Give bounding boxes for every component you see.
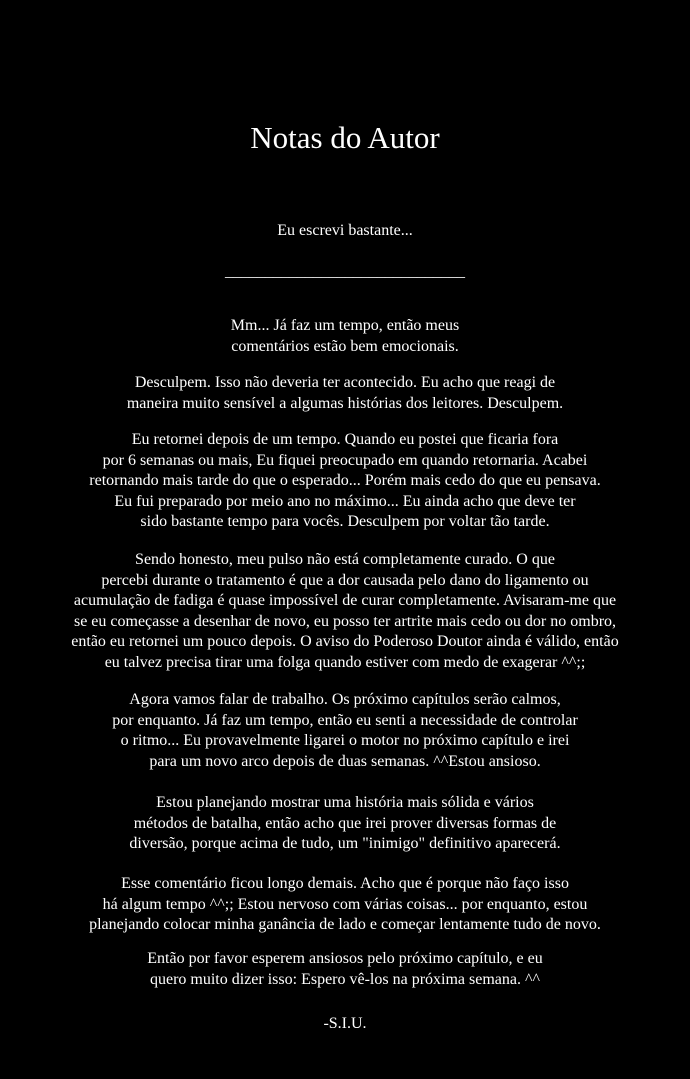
paragraph: Estou planejando mostrar uma história mais sólida e vários métodos de batalha, então acho que irei prover diversas formas de diversão, porque acima de tudo, um "inimigo" definitivo aparecerá. — [129, 794, 561, 852]
page-title: Notas do Autor — [250, 120, 440, 155]
signature: -S.I.U. — [323, 1015, 367, 1032]
paragraph: Agora vamos falar de trabalho. Os próximo capítulos serão calmos, por enquanto. Já faz um tempo, então eu senti a necessidade de controlar o ritmo... Eu provavelmente ligarei o motor no próximo capítulo e irei para um novo arco depois de duas semanas. ^^Estou ansioso. — [112, 691, 578, 770]
subtitle: Eu escrevi bastante... — [277, 222, 413, 239]
paragraph: Desculpem. Isso não deveria ter acontecido. Eu acho que reagi de maneira muito sensível a algumas histórias dos leitores. Desculpem. — [126, 374, 564, 412]
paragraph: Então por favor esperem ansiosos pelo próximo capítulo, e eu quero muito dizer isso: Espero vê-los na próxima semana. ^^ — [147, 950, 543, 988]
paragraph: Sendo honesto, meu pulso não está completamente curado. O que percebi durante o tratamento é que a dor causada pelo dano do ligamento ou acumulação de fadiga é quase impossível de curar completamente. Avisaram-me que se eu começasse a desenhar de novo, eu posso ter artrite mais cedo ou dor no ombro, então eu retornei um pouco depois. O aviso do Poderoso Doutor ainda é válido, então eu talvez precisa tirar uma folga quando estiver com medo de exagerar ^^;; — [71, 551, 619, 671]
divider-line: ______________________________ — [225, 263, 465, 280]
paragraph: Eu retornei depois de um tempo. Quando eu postei que ficaria fora por 6 semanas ou mais, Eu fiquei preocupado em quando retornaria. Acabei retornando mais tarde do que o esperado... Porém mais cedo do que eu pensava. Eu fui preparado por meio ano no máximo... Eu ainda acho que deve ter sido bastante tempo para vocês. Desculpem por voltar tão tarde. — [89, 431, 601, 530]
paragraph: Mm... Já faz um tempo, então meus comentários estão bem emocionais. — [230, 317, 460, 355]
paragraph: Esse comentário ficou longo demais. Acho que é porque não faço isso há algum tempo ^^;; Estou nervoso com várias coisas... por enquanto, estou planejando colocar minha ganância de lado e começar lentamente tudo de novo. — [89, 875, 601, 933]
